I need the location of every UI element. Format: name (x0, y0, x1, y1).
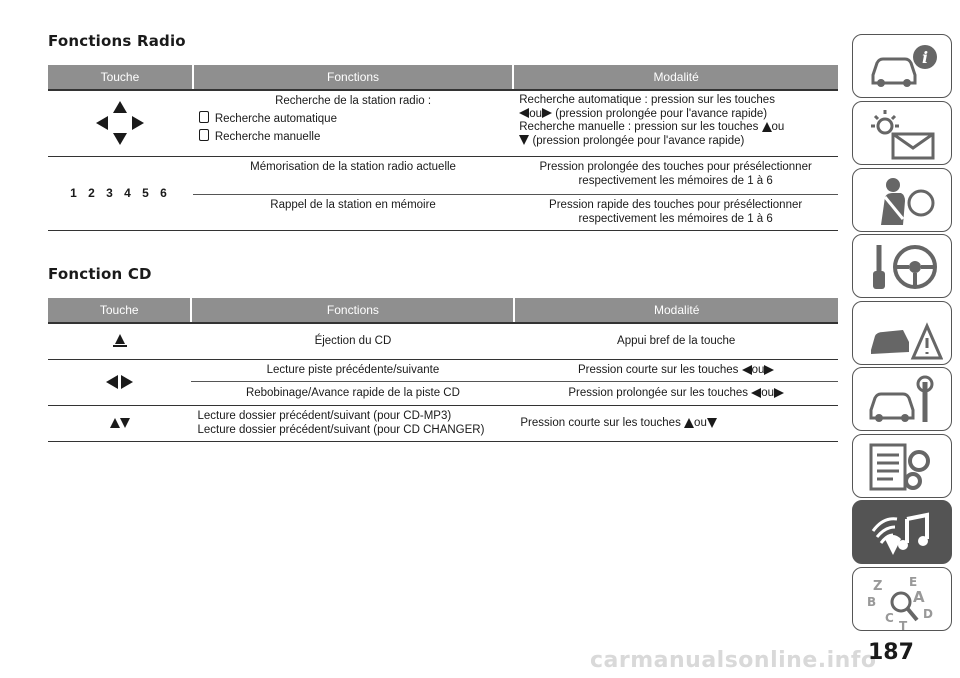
chapter-tab-maintenance[interactable] (852, 367, 952, 431)
seatbelt-airbag-icon (863, 173, 943, 229)
car-info-icon (863, 39, 943, 95)
car-crash-icon (863, 306, 943, 362)
checkbox-icon (199, 129, 209, 141)
chapter-tab-warnings[interactable] (852, 101, 952, 165)
arrow-left-icon (106, 375, 118, 389)
chapter-tab-index[interactable] (852, 567, 952, 631)
key-cell (48, 323, 191, 359)
radio-section-title: Fonctions Radio (48, 32, 186, 50)
or-text: ou (771, 121, 785, 133)
or-text: ou (529, 107, 543, 120)
chapter-sidebar (852, 0, 960, 678)
table-header-row (48, 298, 838, 323)
index-letter: B (867, 595, 877, 609)
arrow-left-icon (742, 365, 752, 375)
function-cell (191, 405, 514, 441)
arrow-right-icon (132, 116, 144, 130)
table-row (48, 90, 838, 156)
mode-cell: Pression rapide des touches pour présélectionner respectivement les mémoires de 1 à 6 (513, 194, 838, 230)
function-cell: Rappel de la station en mémoire (193, 194, 513, 230)
mode-text: Pression courte sur les touches (577, 364, 739, 376)
function-text: Lecture dossier précédent/suivant (pour CD CHANGER) (197, 424, 485, 436)
arrow-up-icon (762, 122, 772, 132)
arrow-up-icon (110, 418, 120, 428)
arrow-right-icon (121, 375, 133, 389)
car-maintenance-icon (863, 372, 943, 428)
option-label: Recherche automatique (214, 113, 337, 125)
mode-text (519, 108, 832, 122)
four-way-arrows-icon (54, 99, 187, 147)
arrow-left-icon (96, 116, 108, 130)
index-letter: A (913, 588, 925, 606)
key-steering-wheel-icon (863, 239, 943, 295)
function-cell: Mémorisation de la station radio actuelle (193, 156, 513, 194)
header-modalite: Modalité (514, 298, 838, 323)
key-cell (48, 359, 191, 405)
mode-text: Recherche manuelle : pression sur les touches (519, 121, 759, 133)
arrow-down-icon (707, 418, 717, 428)
mode-text: Pression prolongée sur les touches (568, 387, 749, 399)
mode-text: (pression prolongée pour l'avance rapide) (555, 107, 768, 120)
chapter-tab-emergency[interactable] (852, 301, 952, 365)
preset-keys: 1 2 3 4 5 6 (48, 156, 193, 230)
arrow-left-icon (751, 388, 761, 398)
mode-cell (514, 359, 838, 381)
chapter-tab-technical-data[interactable] (852, 434, 952, 498)
index-letter: D (923, 607, 933, 621)
mode-text (519, 135, 832, 149)
checklist-gears-icon (863, 439, 943, 495)
or-text: ou (694, 417, 707, 429)
option-label: Recherche manuelle (214, 131, 321, 143)
header-touche: Touche (48, 65, 193, 90)
table-header-row (48, 65, 838, 90)
function-text: Lecture dossier précédent/suivant (pour CD-MP3) (197, 410, 452, 422)
or-text: ou (761, 387, 775, 399)
checkbox-icon (199, 111, 209, 123)
mode-cell (513, 90, 838, 156)
table-row (48, 359, 838, 381)
key-cell (48, 90, 193, 156)
mode-text: Pression courte sur les touches (520, 417, 681, 429)
or-text: ou (751, 364, 765, 376)
header-fonctions: Fonctions (191, 298, 514, 323)
radio-functions-table (48, 65, 838, 231)
watermark: carmanualsonline.info (590, 648, 877, 673)
option-item (199, 129, 507, 144)
arrow-left-icon (519, 108, 529, 118)
header-touche: Touche (48, 298, 191, 323)
function-cell: Rebobinage/Avance rapide de la piste CD (191, 381, 514, 405)
page-number: 187 (868, 640, 914, 665)
index-letter: Z (873, 579, 883, 594)
svg-text:i: i (921, 48, 929, 67)
mode-text (519, 121, 832, 135)
key-cell (48, 405, 191, 441)
warning-lights-mail-icon (863, 106, 943, 162)
arrow-down-icon (120, 418, 130, 428)
option-item (199, 111, 507, 126)
arrow-up-icon (113, 101, 127, 113)
index-letter: E (909, 575, 918, 589)
multimedia-music-icon (863, 505, 943, 561)
mode-cell: Pression prolongée des touches pour présélectionner respectivement les mémoires de 1 à 6 (513, 156, 838, 194)
header-modalite: Modalité (513, 65, 838, 90)
arrow-down-icon (113, 133, 127, 145)
mode-cell (514, 381, 838, 405)
header-fonctions: Fonctions (193, 65, 513, 90)
index-letter: C (885, 611, 894, 625)
eject-icon (113, 334, 127, 347)
index-letter: T (899, 619, 908, 632)
arrow-right-icon (774, 388, 784, 398)
cd-section-title: Fonction CD (48, 265, 152, 283)
cd-functions-table (48, 298, 838, 442)
chapter-tab-car-info[interactable] (852, 34, 952, 98)
chapter-tab-safety[interactable] (852, 168, 952, 232)
alphabetical-index-icon (863, 572, 943, 632)
chapter-tab-starting[interactable] (852, 234, 952, 298)
arrow-down-icon (519, 135, 529, 145)
arrow-right-icon (542, 108, 552, 118)
arrow-right-icon (764, 365, 774, 375)
function-cell: Éjection du CD (191, 323, 514, 359)
mode-cell: Appui bref de la touche (514, 323, 838, 359)
function-cell (193, 90, 513, 156)
table-row (48, 323, 838, 359)
mode-cell (514, 405, 838, 441)
table-row (48, 156, 838, 194)
arrow-up-icon (684, 418, 694, 428)
table-row (48, 405, 838, 441)
mode-text: (pression prolongée pour l'avance rapide) (532, 134, 745, 147)
chapter-tab-multimedia[interactable] (852, 500, 952, 564)
function-cell: Lecture piste précédente/suivante (191, 359, 514, 381)
mode-text: Recherche automatique : pression sur les touches (519, 94, 775, 106)
function-text: Recherche de la station radio : (275, 95, 432, 107)
